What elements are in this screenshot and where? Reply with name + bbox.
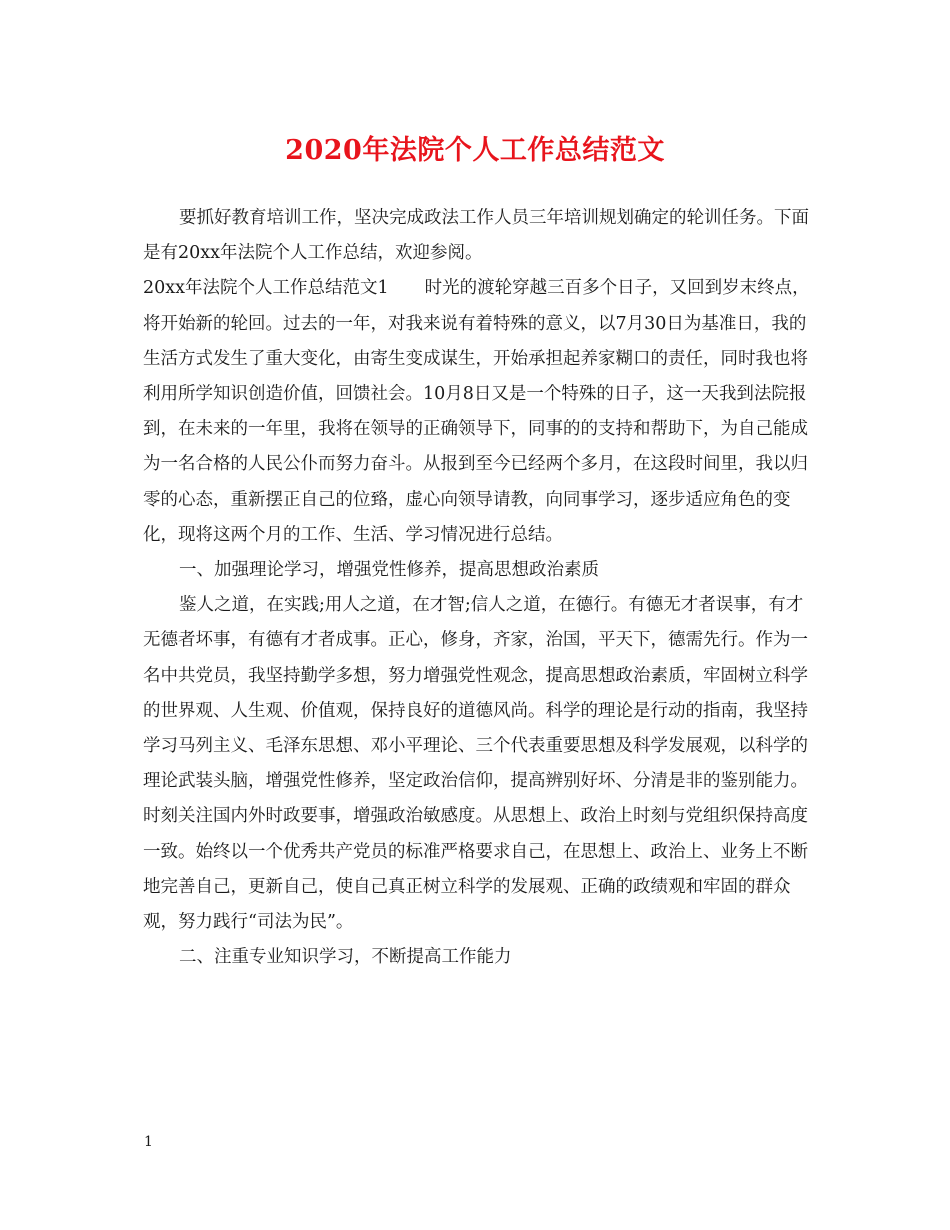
section-paragraph xyxy=(143,271,813,553)
page-number: 1 xyxy=(144,1134,153,1150)
heading-2: 二、注重专业知识学习，不断提高工作能力 xyxy=(179,947,512,968)
section-title: 20xx年法院个人工作总结范文1 xyxy=(143,278,389,299)
document-body xyxy=(143,201,813,975)
intro-paragraph: 要抓好教育培训工作，坚决完成政法工作人员三年培训规划确定的轮训任务。下面是有20xx年法院个人工作总结，欢迎参阅。 xyxy=(143,208,809,264)
heading-1: 一、加强理论学习，增强党性修养，提高思想政治素质 xyxy=(179,560,599,581)
paragraph-1: 鉴人之道，在实践;用人之道，在才智;信人之道，在德行。有德无才者误事，有才无德者坏事，有德有才者成事。正心，修身，齐家，治国，平天下，德需先行。作为一名中共党员，我坚持勤学多想，努力增强党性观念，提高思想政治素质，牢固树立科学的世界观、人生观、价值观，保持良好的道德风尚。科学的理论是行动的指南，我坚持学习马列主义、毛泽东思想、邓小平理论、三个代表重要思想及科学发展观，以科学的理论武装头脑，增强党性修养，坚定政治信仰，提高辨别好坏、分清是非的鉴别能力。时刻关注国内外时政要事，增强政治敏感度。从思想上、政治上时刻与党组织保持高度一致。始终以一个优秀共产党员的标准严格要求自己，在思想上、政治上、业务上不断地完善自己，更新自己，使自己真正树立科学的发展观、正确的政绩观和牢固的群众观，努力践行“司法为民”。 xyxy=(143,595,808,933)
document-title: 2020年法院个人工作总结范文 xyxy=(285,135,665,166)
section-body: 时光的渡轮穿越三百多个日子，又回到岁末终点，将开始新的轮回。过去的一年，对我来说有着特殊的意义，以7月30日为基准日，我的生活方式发生了重大变化，由寄生变成谋生，开始承担起养家糊口的责任，同时我也将利用所学知识创造价值，回馈社会。10月8日又是一个特殊的日子，这一天我到法院报到，在未来的一年里，我将在领导的正确领导下，同事的的支持和帮助下，为自己能成为一名合格的人民公仆而努力奋斗。从报到至今已经两个多月，在这段时间里，我以归零的心态，重新摆正自己的位臵，虚心向领导请教，向同事学习，逐步适应角色的变化，现将这两个月的工作、生活、学习情况进行总结。 xyxy=(143,278,810,545)
